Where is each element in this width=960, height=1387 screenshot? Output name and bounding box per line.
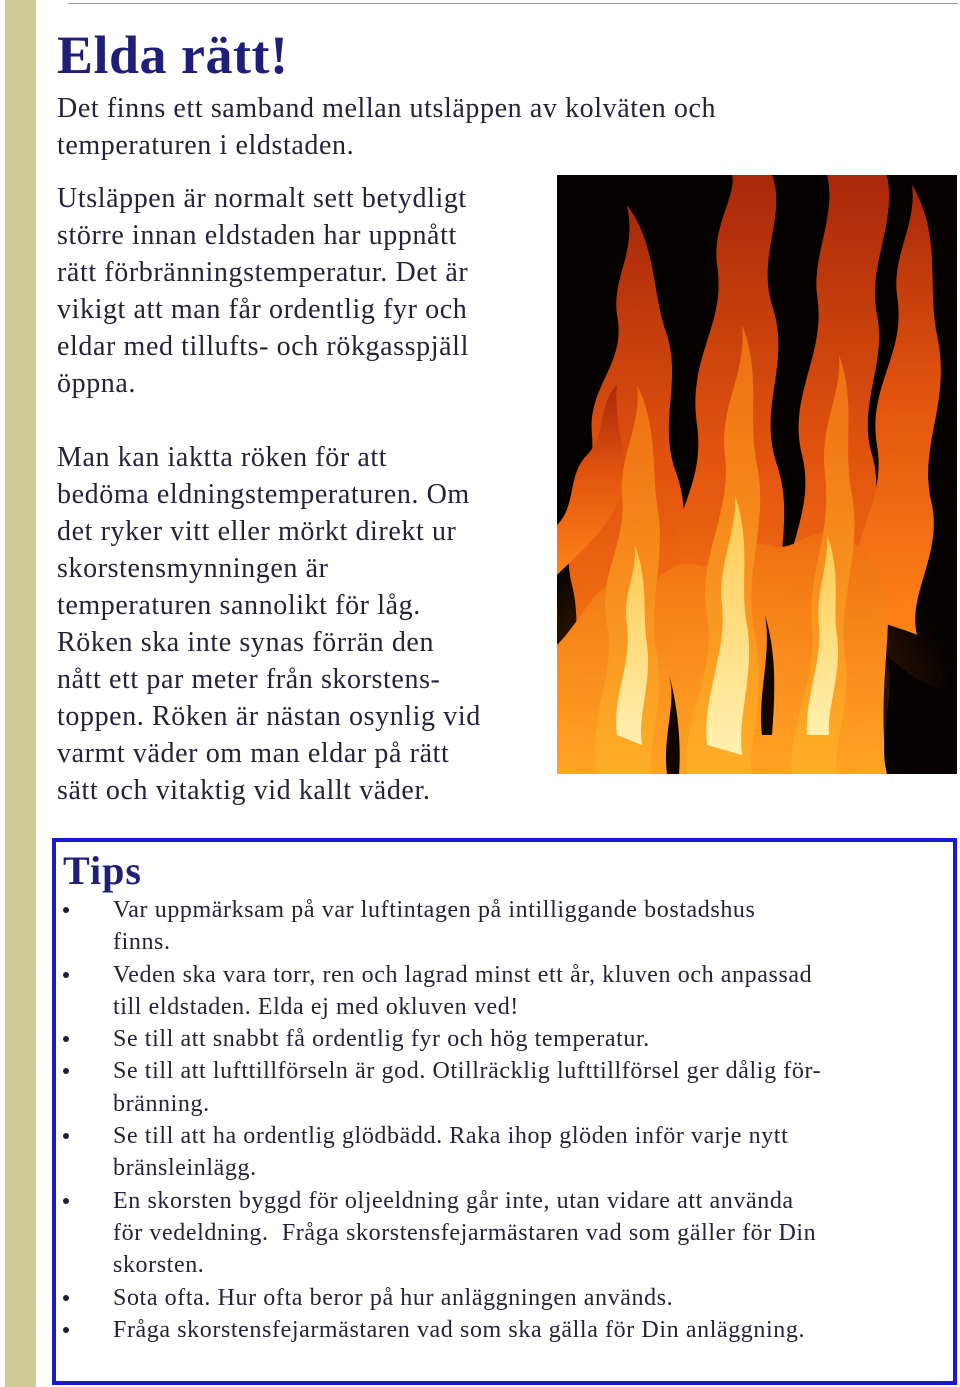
paragraph-line: större innan eldstaden har uppnått xyxy=(57,220,457,251)
bullet-icon xyxy=(63,972,69,978)
top-rule xyxy=(68,3,958,4)
tips-item xyxy=(56,1314,953,1346)
paragraph-line: det ryker vitt eller mörkt direkt ur xyxy=(57,516,457,547)
paragraph-line: skorstensmynningen är xyxy=(57,553,329,584)
tips-item-line: skorsten. xyxy=(113,1252,205,1279)
smoke-paragraph xyxy=(57,439,481,809)
paragraph-line: Utsläppen är normalt sett betydligt xyxy=(57,183,467,214)
intro-paragraph xyxy=(57,90,716,164)
bullet-icon xyxy=(63,1068,69,1074)
tips-item-line: Var uppmärksam på var luftintagen på intilliggande bostadshus xyxy=(113,897,756,923)
tips-item xyxy=(56,1023,953,1055)
paragraph-line: bedöma eldningstemperaturen. Om xyxy=(57,479,470,510)
tips-item-line: för vedeldning. Fråga skorstensfejarmästaren vad som gäller för Din xyxy=(113,1219,817,1246)
paragraph-line: varmt väder om man eldar på rätt xyxy=(57,738,450,769)
tips-item-line: Fråga skorstensfejarmästaren vad som ska gälla för Din anläggning. xyxy=(113,1316,806,1343)
flame-photo xyxy=(557,175,957,774)
sidebar-band xyxy=(5,0,36,1387)
tips-box xyxy=(52,838,957,1385)
tips-item-line: En skorsten byggd för oljeeldning går inte, utan vidare att använda xyxy=(113,1187,794,1214)
paragraph-line: eldar med tillufts- och rökgasspjäll xyxy=(57,331,469,362)
paragraph-line: temperaturen i eldstaden. xyxy=(57,130,355,161)
bullet-icon xyxy=(63,1327,69,1333)
tips-item xyxy=(56,959,953,1024)
tips-item-line: Sota ofta. Hur ofta beror på hur anläggningen används. xyxy=(113,1284,674,1311)
tips-item xyxy=(56,1055,953,1120)
tips-item xyxy=(56,894,953,959)
paragraph-line: rätt förbränningstemperatur. Det är xyxy=(57,257,469,288)
tips-item-line: finns. xyxy=(113,929,171,956)
paragraph-line: Röken ska inte synas förrän den xyxy=(57,627,435,658)
tips-item xyxy=(56,1185,953,1282)
tips-item-line: till eldstaden. Elda ej med okluven ved! xyxy=(113,993,519,1020)
paragraph-line: Man kan iaktta röken för att xyxy=(57,442,388,473)
paragraph-line: Det finns ett samband mellan utsläppen av kolväten och xyxy=(57,93,717,124)
paragraph-line: toppen. Röken är nästan osynlig vid xyxy=(57,701,481,732)
bullet-icon xyxy=(63,907,69,913)
tips-item-line: Se till att snabbt få ordentlig fyr och hög temperatur. xyxy=(113,1026,650,1053)
bullet-icon xyxy=(63,1133,69,1139)
emissions-paragraph xyxy=(57,180,469,402)
paragraph-line: öppna. xyxy=(57,368,137,399)
paragraph-line: vikigt att man får ordentlig fyr och xyxy=(57,294,468,325)
tips-heading: Tips xyxy=(63,848,142,893)
bullet-icon xyxy=(63,1036,69,1042)
tips-item xyxy=(56,1282,953,1314)
paragraph-line: nått ett par meter från skorstens- xyxy=(57,664,441,695)
tips-item-line: bränning. xyxy=(113,1090,210,1117)
page-title: Elda rätt! xyxy=(57,25,289,85)
tips-list xyxy=(56,894,953,1346)
tips-item-line: Veden ska vara torr, ren och lagrad minst ett år, kluven och anpassad xyxy=(113,961,813,988)
tips-item-line: bränsleinlägg. xyxy=(113,1155,257,1182)
paragraph-line: sätt och vitaktig vid kallt väder. xyxy=(57,775,431,806)
tips-item xyxy=(56,1120,953,1185)
tips-item-line: Se till att lufttillförseln är god. Otillräcklig lufttillförsel ger dålig för- xyxy=(113,1058,822,1085)
tips-item-line: Se till att ha ordentlig glödbädd. Raka ihop glöden inför varje nytt xyxy=(113,1123,789,1150)
bullet-icon xyxy=(63,1198,69,1204)
bullet-icon xyxy=(63,1295,69,1301)
paragraph-line: temperaturen sannolikt för låg. xyxy=(57,590,421,621)
